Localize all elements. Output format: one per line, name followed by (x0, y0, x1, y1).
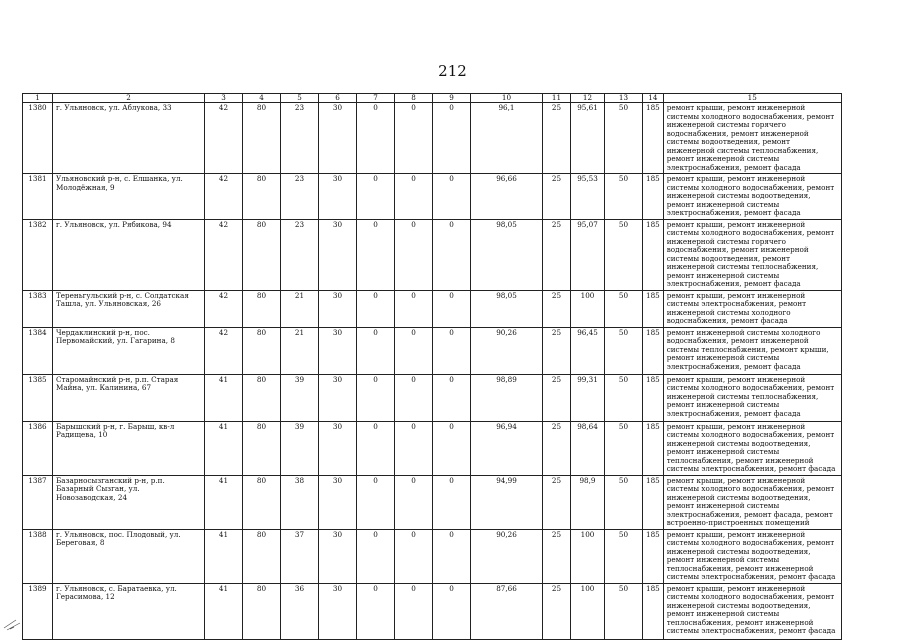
col11-cell: 25 (543, 529, 571, 583)
col12-cell: 95,53 (571, 174, 605, 219)
col6-cell: 30 (319, 327, 357, 374)
works-cell: ремонт крыши, ремонт инженерной системы холодного водоснабжения, ремонт инженерной системы горячего водоснабжения, ремонт инженерной системы водоотведения, ремонт инженерной системы теплоснабжения, ремонт инженерной системы электроснабжения, ремонт фасада (663, 219, 841, 290)
col11-cell: 25 (543, 421, 571, 475)
col14-cell: 185 (643, 327, 664, 374)
page-number: 212 (438, 62, 467, 80)
works-cell: ремонт крыши, ремонт инженерной системы холодного водоснабжения, ремонт инженерной системы водоотведения, ремонт инженерной системы электроснабжения, ремонт фасада, ремонт встроенно-пристроенных помещений (663, 475, 841, 529)
column-header-10: 10 (471, 94, 543, 103)
col5-cell: 23 (281, 219, 319, 290)
column-header-4: 4 (243, 94, 281, 103)
col14-cell: 185 (643, 374, 664, 421)
col5-cell: 38 (281, 475, 319, 529)
col4-cell: 80 (243, 529, 281, 583)
col8-cell: 0 (395, 327, 433, 374)
address-cell: г. Ульяновск, ул. Рябикова, 94 (53, 219, 205, 290)
works-cell: ремонт крыши, ремонт инженерной системы холодного водоснабжения, ремонт инженерной системы водоотведения, ремонт инженерной системы теплоснабжения, ремонт инженерной системы электроснабжения, ремонт фасада (663, 529, 841, 583)
col10-cell: 96,66 (471, 174, 543, 219)
column-header-8: 8 (395, 94, 433, 103)
col4-cell: 80 (243, 103, 281, 174)
column-header-14: 14 (643, 94, 664, 103)
column-header-5: 5 (281, 94, 319, 103)
col6-cell: 30 (319, 103, 357, 174)
row-number: 1389 (23, 583, 53, 639)
table-row (23, 290, 842, 327)
col11-cell: 25 (543, 583, 571, 639)
col4-cell: 80 (243, 374, 281, 421)
table-row (23, 374, 842, 421)
col8-cell: 0 (395, 421, 433, 475)
col3-cell: 42 (205, 219, 243, 290)
col5-cell: 21 (281, 290, 319, 327)
col13-cell: 50 (605, 174, 643, 219)
column-header-11: 11 (543, 94, 571, 103)
col13-cell: 50 (605, 219, 643, 290)
col6-cell: 30 (319, 174, 357, 219)
col10-cell: 98,89 (471, 374, 543, 421)
col3-cell: 41 (205, 421, 243, 475)
col11-cell: 25 (543, 174, 571, 219)
col13-cell: 50 (605, 583, 643, 639)
address-cell: Ульяновский р-н, с. Елшанка, ул. Молодёжная, 9 (53, 174, 205, 219)
col4-cell: 80 (243, 583, 281, 639)
col8-cell: 0 (395, 529, 433, 583)
col5-cell: 39 (281, 421, 319, 475)
col10-cell: 90,26 (471, 529, 543, 583)
col5-cell: 36 (281, 583, 319, 639)
col4-cell: 80 (243, 290, 281, 327)
col7-cell: 0 (357, 374, 395, 421)
col6-cell: 30 (319, 529, 357, 583)
col14-cell: 185 (643, 475, 664, 529)
col12-cell: 96,45 (571, 327, 605, 374)
document-table (22, 93, 842, 640)
col13-cell: 50 (605, 374, 643, 421)
column-header-2: 2 (53, 94, 205, 103)
col11-cell: 25 (543, 290, 571, 327)
table-row (23, 529, 842, 583)
table-row (23, 219, 842, 290)
col7-cell: 0 (357, 219, 395, 290)
col14-cell: 185 (643, 103, 664, 174)
row-number: 1386 (23, 421, 53, 475)
col11-cell: 25 (543, 475, 571, 529)
col9-cell: 0 (433, 374, 471, 421)
col10-cell: 96,1 (471, 103, 543, 174)
col3-cell: 42 (205, 327, 243, 374)
col10-cell: 98,05 (471, 219, 543, 290)
col9-cell: 0 (433, 583, 471, 639)
column-header-12: 12 (571, 94, 605, 103)
col12-cell: 100 (571, 583, 605, 639)
pen-mark-scribble (2, 612, 26, 632)
address-cell: Чердаклинский р-н, пос. Первомайский, ул. Гагарина, 8 (53, 327, 205, 374)
col7-cell: 0 (357, 290, 395, 327)
table-row (23, 327, 842, 374)
col3-cell: 41 (205, 583, 243, 639)
col11-cell: 25 (543, 219, 571, 290)
col6-cell: 30 (319, 421, 357, 475)
col13-cell: 50 (605, 290, 643, 327)
works-cell: ремонт инженерной системы холодного водоснабжения, ремонт инженерной системы теплоснабжения, ремонт крыши, ремонт инженерной системы электроснабжения, ремонт фасада (663, 327, 841, 374)
col10-cell: 96,94 (471, 421, 543, 475)
table-row (23, 174, 842, 219)
col8-cell: 0 (395, 475, 433, 529)
row-number: 1383 (23, 290, 53, 327)
col3-cell: 42 (205, 290, 243, 327)
col11-cell: 25 (543, 327, 571, 374)
col4-cell: 80 (243, 219, 281, 290)
row-number: 1388 (23, 529, 53, 583)
col7-cell: 0 (357, 583, 395, 639)
col11-cell: 25 (543, 103, 571, 174)
col12-cell: 98,9 (571, 475, 605, 529)
col4-cell: 80 (243, 174, 281, 219)
col6-cell: 30 (319, 374, 357, 421)
col6-cell: 30 (319, 475, 357, 529)
address-cell: Тереньгульский р-н, с. Солдатская Ташла, ул. Ульяновская, 26 (53, 290, 205, 327)
col12-cell: 95,07 (571, 219, 605, 290)
address-cell: г. Ульяновск, пос. Плодовый, ул. Береговая, 8 (53, 529, 205, 583)
col3-cell: 41 (205, 374, 243, 421)
table-row (23, 421, 842, 475)
table-row (23, 583, 842, 639)
col11-cell: 25 (543, 374, 571, 421)
col10-cell: 98,05 (471, 290, 543, 327)
col12-cell: 98,64 (571, 421, 605, 475)
row-number: 1385 (23, 374, 53, 421)
col13-cell: 50 (605, 103, 643, 174)
table-body (23, 103, 842, 639)
col3-cell: 41 (205, 529, 243, 583)
col4-cell: 80 (243, 421, 281, 475)
table-row (23, 103, 842, 174)
col5-cell: 23 (281, 103, 319, 174)
row-number: 1387 (23, 475, 53, 529)
works-cell: ремонт крыши, ремонт инженерной системы холодного водоснабжения, ремонт инженерной системы водоотведения, ремонт инженерной системы теплоснабжения, ремонт инженерной системы электроснабжения, ремонт фасада (663, 583, 841, 639)
column-header-15: 15 (663, 94, 841, 103)
col14-cell: 185 (643, 421, 664, 475)
row-number: 1384 (23, 327, 53, 374)
col13-cell: 50 (605, 475, 643, 529)
col7-cell: 0 (357, 475, 395, 529)
col9-cell: 0 (433, 327, 471, 374)
col13-cell: 50 (605, 529, 643, 583)
address-cell: г. Ульяновск, ул. Аблукова, 33 (53, 103, 205, 174)
address-cell: Барышский р-н, г. Барыш, кв-л Радищева, 10 (53, 421, 205, 475)
column-header-7: 7 (357, 94, 395, 103)
col14-cell: 185 (643, 290, 664, 327)
column-header-1: 1 (23, 94, 53, 103)
column-header-6: 6 (319, 94, 357, 103)
works-cell: ремонт крыши, ремонт инженерной системы холодного водоснабжения, ремонт инженерной системы теплоснабжения, ремонт инженерной системы электроснабжения, ремонт фасада (663, 374, 841, 421)
col8-cell: 0 (395, 374, 433, 421)
col12-cell: 99,31 (571, 374, 605, 421)
col4-cell: 80 (243, 327, 281, 374)
col9-cell: 0 (433, 219, 471, 290)
row-number: 1380 (23, 103, 53, 174)
col7-cell: 0 (357, 174, 395, 219)
works-cell: ремонт крыши, ремонт инженерной системы холодного водоснабжения, ремонт инженерной системы водоотведения, ремонт инженерной системы электроснабжения, ремонт фасада (663, 174, 841, 219)
col9-cell: 0 (433, 421, 471, 475)
col3-cell: 42 (205, 174, 243, 219)
col10-cell: 87,66 (471, 583, 543, 639)
col5-cell: 37 (281, 529, 319, 583)
col4-cell: 80 (243, 475, 281, 529)
address-cell: Базарносызганский р-н, р.п. Базарный Сызган, ул. Новозаводская, 24 (53, 475, 205, 529)
table-row (23, 475, 842, 529)
works-cell: ремонт крыши, ремонт инженерной системы электроснабжения, ремонт инженерной системы холодного водоснабжения, ремонт фасада (663, 290, 841, 327)
col12-cell: 100 (571, 529, 605, 583)
col8-cell: 0 (395, 174, 433, 219)
col14-cell: 185 (643, 174, 664, 219)
col9-cell: 0 (433, 475, 471, 529)
row-number: 1382 (23, 219, 53, 290)
col10-cell: 94,99 (471, 475, 543, 529)
column-header-9: 9 (433, 94, 471, 103)
col7-cell: 0 (357, 529, 395, 583)
col5-cell: 23 (281, 174, 319, 219)
col8-cell: 0 (395, 583, 433, 639)
address-cell: г. Ульяновск, с. Баратаевка, ул. Герасимова, 12 (53, 583, 205, 639)
col8-cell: 0 (395, 103, 433, 174)
row-number: 1381 (23, 174, 53, 219)
col9-cell: 0 (433, 529, 471, 583)
col7-cell: 0 (357, 103, 395, 174)
col12-cell: 100 (571, 290, 605, 327)
col12-cell: 95,61 (571, 103, 605, 174)
col6-cell: 30 (319, 219, 357, 290)
document-table-wrapper (22, 93, 842, 640)
col14-cell: 185 (643, 219, 664, 290)
col9-cell: 0 (433, 290, 471, 327)
works-cell: ремонт крыши, ремонт инженерной системы холодного водоснабжения, ремонт инженерной системы горячего водоснабжения, ремонт инженерной системы водоотведения, ремонт инженерной системы теплоснабжения, ремонт инженерной системы электроснабжения, ремонт фасада (663, 103, 841, 174)
column-header-3: 3 (205, 94, 243, 103)
address-cell: Старомайнский р-н, р.п. Старая Майна, ул. Калинина, 67 (53, 374, 205, 421)
col5-cell: 39 (281, 374, 319, 421)
col6-cell: 30 (319, 583, 357, 639)
col7-cell: 0 (357, 421, 395, 475)
column-header-13: 13 (605, 94, 643, 103)
col9-cell: 0 (433, 103, 471, 174)
col10-cell: 90,26 (471, 327, 543, 374)
col13-cell: 50 (605, 327, 643, 374)
col8-cell: 0 (395, 290, 433, 327)
col14-cell: 185 (643, 529, 664, 583)
col13-cell: 50 (605, 421, 643, 475)
header-row (23, 94, 842, 103)
col14-cell: 185 (643, 583, 664, 639)
col3-cell: 42 (205, 103, 243, 174)
col6-cell: 30 (319, 290, 357, 327)
col3-cell: 41 (205, 475, 243, 529)
works-cell: ремонт крыши, ремонт инженерной системы холодного водоснабжения, ремонт инженерной системы водоотведения, ремонт инженерной системы теплоснабжения, ремонт инженерной системы электроснабжения, ремонт фасада (663, 421, 841, 475)
col8-cell: 0 (395, 219, 433, 290)
col5-cell: 21 (281, 327, 319, 374)
col7-cell: 0 (357, 327, 395, 374)
col9-cell: 0 (433, 174, 471, 219)
